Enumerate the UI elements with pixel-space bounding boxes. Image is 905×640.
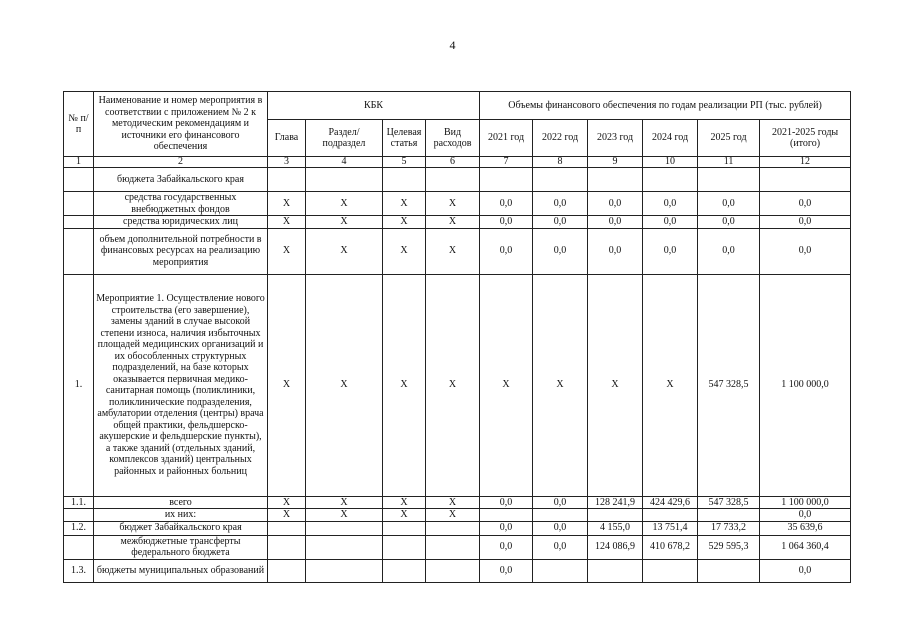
row-number [64, 216, 94, 229]
kbk-cell [268, 521, 306, 535]
amount-cell [588, 559, 643, 582]
kbk-cell [383, 535, 426, 559]
table-row [64, 521, 851, 535]
column-index: 11 [698, 157, 760, 168]
kbk-cell [383, 559, 426, 582]
kbk-cell: X [383, 274, 426, 496]
financing-table [63, 91, 851, 583]
kbk-cell [306, 168, 383, 192]
amount-cell: 0,0 [480, 559, 533, 582]
amount-cell: X [588, 274, 643, 496]
column-index: 8 [533, 157, 588, 168]
kbk-cell: X [268, 228, 306, 274]
amount-cell: 0,0 [760, 228, 851, 274]
amount-cell: 4 155,0 [588, 521, 643, 535]
header-volumes: Объемы финансового обеспечения по годам реализации РП (тыс. рублей) [480, 92, 851, 120]
kbk-cell: X [306, 509, 383, 522]
kbk-cell: X [426, 274, 480, 496]
header-year-col: 2025 год [698, 120, 760, 157]
kbk-cell: X [426, 192, 480, 216]
table-row [64, 496, 851, 509]
amount-cell [698, 509, 760, 522]
amount-cell: 0,0 [643, 216, 698, 229]
amount-cell: 13 751,4 [643, 521, 698, 535]
row-number: 1. [64, 274, 94, 496]
amount-cell: 0,0 [760, 192, 851, 216]
row-name: межбюджетные трансферты федерального бюджета [94, 535, 268, 559]
kbk-cell [426, 521, 480, 535]
amount-cell: 0,0 [480, 228, 533, 274]
table-row [64, 216, 851, 229]
kbk-cell: X [426, 496, 480, 509]
amount-cell: 0,0 [588, 216, 643, 229]
amount-cell [760, 168, 851, 192]
row-name: бюджеты муниципальных образований [94, 559, 268, 582]
amount-cell [533, 168, 588, 192]
amount-cell [480, 168, 533, 192]
kbk-cell [383, 168, 426, 192]
column-index: 7 [480, 157, 533, 168]
row-name: всего [94, 496, 268, 509]
amount-cell: 0,0 [760, 509, 851, 522]
kbk-cell [426, 559, 480, 582]
row-number [64, 168, 94, 192]
column-index: 2 [94, 157, 268, 168]
row-name: Мероприятие 1. Осуществление нового строительства (его завершение), замены зданий в случае высокой степени износа, наличия избыточных площадей медицинских организаций и их обособленных структурных подразделений, на базе которых оказывается первичная медико-санитарная помощь (поликлиники, поликлинические подразделения, амбулатории отделения (центры) врача общей практики, фельдшерско-акушерские и фельдшерские пункты), а также зданий (отдельных зданий, комплексов зданий) центральных районных и районных больниц [94, 274, 268, 496]
kbk-cell [426, 168, 480, 192]
kbk-cell: X [268, 509, 306, 522]
kbk-cell: X [383, 509, 426, 522]
header-year-col: 2022 год [533, 120, 588, 157]
amount-cell: 0,0 [698, 228, 760, 274]
kbk-cell: X [306, 274, 383, 496]
row-number: 1.3. [64, 559, 94, 582]
header-kbk: КБК [268, 92, 480, 120]
kbk-cell: X [268, 216, 306, 229]
amount-cell: 0,0 [533, 521, 588, 535]
page-number: 4 [449, 38, 456, 52]
header-num: № п/п [64, 92, 94, 157]
amount-cell: 547 328,5 [698, 274, 760, 496]
kbk-cell [268, 559, 306, 582]
amount-cell: 0,0 [533, 228, 588, 274]
kbk-cell: X [268, 274, 306, 496]
amount-cell [643, 168, 698, 192]
row-name: средства государственных внебюджетных фондов [94, 192, 268, 216]
amount-cell [643, 559, 698, 582]
amount-cell: X [533, 274, 588, 496]
row-number [64, 535, 94, 559]
row-number: 1.1. [64, 496, 94, 509]
header-year-col: 2021-2025 годы (итого) [760, 120, 851, 157]
amount-cell: 0,0 [643, 228, 698, 274]
header-year-col: 2021 год [480, 120, 533, 157]
table-row [64, 535, 851, 559]
amount-cell [533, 559, 588, 582]
table-row [64, 192, 851, 216]
kbk-cell: X [383, 216, 426, 229]
column-index: 9 [588, 157, 643, 168]
table-row [64, 559, 851, 582]
amount-cell: 0,0 [480, 521, 533, 535]
table-row [64, 274, 851, 496]
column-index: 1 [64, 157, 94, 168]
kbk-cell: X [383, 228, 426, 274]
amount-cell: 0,0 [480, 535, 533, 559]
row-name: средства юридических лиц [94, 216, 268, 229]
amount-cell [698, 168, 760, 192]
amount-cell: 0,0 [760, 559, 851, 582]
header-row-1 [64, 92, 851, 120]
header-name: Наименование и номер мероприятия в соответствии с приложением № 2 к методическим рекомендациям и источники его финансового обеспечения [94, 92, 268, 157]
amount-cell: 0,0 [760, 216, 851, 229]
kbk-cell [306, 521, 383, 535]
row-number [64, 228, 94, 274]
amount-cell: 0,0 [698, 192, 760, 216]
amount-cell: 35 639,6 [760, 521, 851, 535]
amount-cell [698, 559, 760, 582]
amount-cell: 529 595,3 [698, 535, 760, 559]
kbk-cell: X [426, 228, 480, 274]
kbk-cell: X [306, 216, 383, 229]
amount-cell: X [480, 274, 533, 496]
amount-cell: 0,0 [480, 216, 533, 229]
amount-cell: X [643, 274, 698, 496]
table-row [64, 168, 851, 192]
row-name: объем дополнительной потребности в финансовых ресурсах на реализацию мероприятия [94, 228, 268, 274]
row-name: бюджета Забайкальского края [94, 168, 268, 192]
header-year-col: 2023 год [588, 120, 643, 157]
kbk-cell: X [426, 216, 480, 229]
amount-cell: 547 328,5 [698, 496, 760, 509]
amount-cell: 410 678,2 [643, 535, 698, 559]
amount-cell: 424 429,6 [643, 496, 698, 509]
header-year-col: 2024 год [643, 120, 698, 157]
amount-cell [643, 509, 698, 522]
column-index: 5 [383, 157, 426, 168]
kbk-cell: X [383, 496, 426, 509]
amount-cell [480, 509, 533, 522]
amount-cell: 1 100 000,0 [760, 274, 851, 496]
amount-cell: 0,0 [533, 216, 588, 229]
kbk-cell: X [268, 192, 306, 216]
column-index: 6 [426, 157, 480, 168]
row-number [64, 509, 94, 522]
amount-cell [533, 509, 588, 522]
header-kbk-col: Глава [268, 120, 306, 157]
column-index: 12 [760, 157, 851, 168]
amount-cell [588, 168, 643, 192]
table-body [64, 168, 851, 583]
amount-cell: 0,0 [698, 216, 760, 229]
column-index: 10 [643, 157, 698, 168]
amount-cell [588, 509, 643, 522]
amount-cell: 128 241,9 [588, 496, 643, 509]
kbk-cell: X [306, 496, 383, 509]
row-name: бюджет Забайкальского края [94, 521, 268, 535]
row-number: 1.2. [64, 521, 94, 535]
kbk-cell [383, 521, 426, 535]
kbk-cell [306, 535, 383, 559]
kbk-cell: X [426, 509, 480, 522]
amount-cell: 0,0 [643, 192, 698, 216]
kbk-cell: X [306, 192, 383, 216]
amount-cell: 0,0 [533, 192, 588, 216]
kbk-cell: X [306, 228, 383, 274]
amount-cell: 0,0 [588, 192, 643, 216]
kbk-cell [268, 168, 306, 192]
column-index: 4 [306, 157, 383, 168]
table-row [64, 228, 851, 274]
row-number [64, 192, 94, 216]
amount-cell: 0,0 [480, 192, 533, 216]
table-row [64, 509, 851, 522]
kbk-cell [306, 559, 383, 582]
amount-cell: 1 100 000,0 [760, 496, 851, 509]
column-index: 3 [268, 157, 306, 168]
amount-cell: 0,0 [533, 496, 588, 509]
kbk-cell: X [383, 192, 426, 216]
header-kbk-col: Раздел/подраздел [306, 120, 383, 157]
amount-cell: 17 733,2 [698, 521, 760, 535]
amount-cell: 0,0 [533, 535, 588, 559]
header-kbk-col: Целевая статья [383, 120, 426, 157]
kbk-cell: X [268, 496, 306, 509]
row-name: их них: [94, 509, 268, 522]
amount-cell: 0,0 [588, 228, 643, 274]
column-index-row [64, 157, 851, 168]
amount-cell: 1 064 360,4 [760, 535, 851, 559]
kbk-cell [268, 535, 306, 559]
header-kbk-col: Вид расходов [426, 120, 480, 157]
kbk-cell [426, 535, 480, 559]
amount-cell: 124 086,9 [588, 535, 643, 559]
amount-cell: 0,0 [480, 496, 533, 509]
